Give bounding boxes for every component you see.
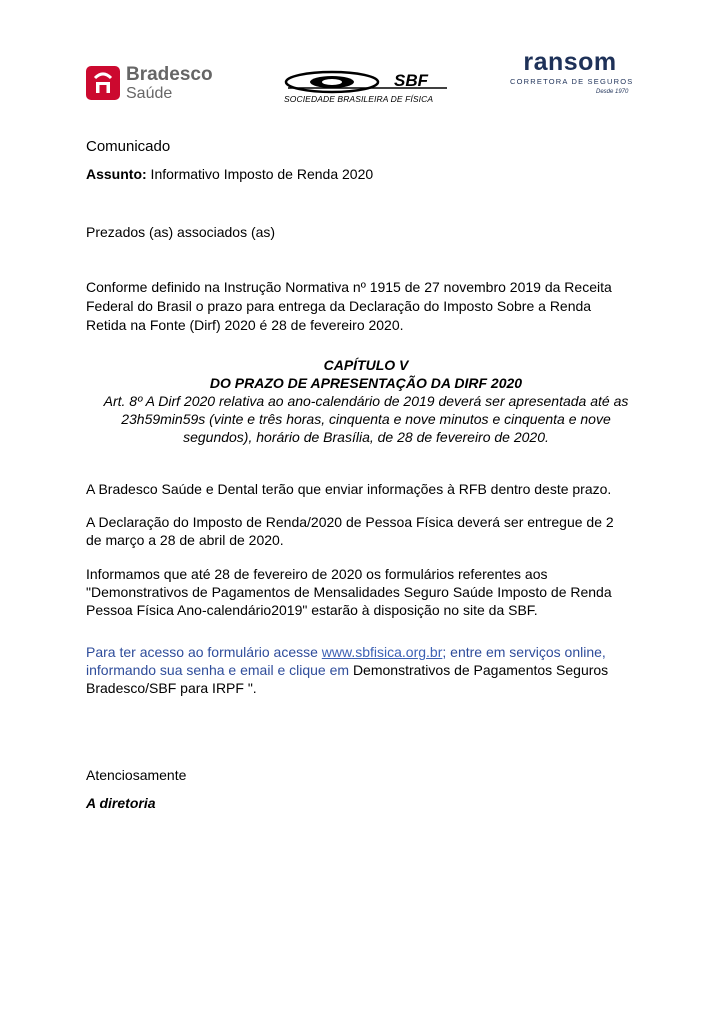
para5-after-link: ; entre em serviços online, (442, 644, 606, 660)
doc-title: Comunicado (86, 138, 171, 155)
para5-line-1 (86, 643, 606, 662)
para5-intro: Para ter acesso ao formulário acesse (86, 644, 322, 660)
sbf-logo (282, 70, 452, 106)
para5-line-2 (86, 661, 608, 680)
para1-line-1: Conforme definido na Instrução Normativa nº 1915 de 27 novembro 2019 da Receita (86, 279, 612, 295)
para4-line-1: Informamos que até 28 de fevereiro de 2020 os formulários referentes aos (86, 566, 548, 582)
para1-line-2: Federal do Brasil o prazo para entrega da Declaração do Imposto Sobre a Renda (86, 298, 592, 314)
greeting: Prezados (as) associados (as) (86, 224, 276, 240)
ransom-logo (510, 48, 634, 108)
sbf-mark-text: SBF (394, 71, 428, 90)
bradesco-sub: Saúde (126, 85, 173, 102)
sbf-site-link[interactable]: www.sbfisica.org.br (321, 644, 443, 660)
para5-instruction: informando sua senha e email e clique em (86, 662, 353, 678)
ransom-name: ransom (523, 48, 617, 76)
para1-line-3: Retida na Fonte (Dirf) 2020 é 28 de fevereiro 2020. (86, 317, 404, 333)
subject-label: Assunto: (86, 166, 147, 182)
bradesco-saude-logo (86, 64, 236, 106)
chapter-line-3: segundos), horário de Brasília, de 28 de fevereiro de 2020. (183, 429, 549, 445)
sbf-emblem-icon (282, 70, 452, 94)
subject-line (86, 165, 373, 184)
para4-line-3: Pessoa Física Ano-calendário2019" estarão à disposição no site da SBF. (86, 602, 538, 618)
bradesco-name: Bradesco (126, 64, 213, 85)
bradesco-tree-icon (86, 66, 120, 100)
sbf-sub: SOCIEDADE BRASILEIRA DE FÍSICA (284, 94, 434, 104)
para5-menu-path: Demonstrativos de Pagamentos Seguros (352, 662, 609, 678)
ransom-since: Desde 1970 (596, 89, 629, 95)
logo-header (0, 44, 724, 110)
chapter-line-1: Art. 8º A Dirf 2020 relativa ao ano-calendário de 2019 deverá ser apresentada até as (103, 393, 629, 409)
signature: A diretoria (86, 795, 156, 811)
chapter-subtitle: DO PRAZO DE APRESENTAÇÃO DA DIRF 2020 (209, 375, 523, 391)
para5-line-3: Bradesco/SBF para IRPF ". (86, 680, 257, 696)
subject-text: Informativo Imposto de Renda 2020 (146, 166, 374, 182)
para3-line-1: A Declaração do Imposto de Renda/2020 de Pessoa Física deverá ser entregue de 2 (86, 514, 614, 530)
chapter-title: CAPÍTULO V (323, 357, 409, 373)
para4-line-2: "Demonstrativos de Pagamentos de Mensalidades Seguro Saúde Imposto de Renda (86, 584, 612, 600)
closing: Atenciosamente (86, 767, 187, 783)
ransom-sub: CORRETORA DE SEGUROS (510, 77, 634, 86)
chapter-line-2: 23h59min59s (vinte e três horas, cinquenta e nove minutos e cinquenta e nove (121, 411, 611, 427)
para3-line-2: de março a 28 de abril de 2020. (86, 532, 284, 548)
para2: A Bradesco Saúde e Dental terão que enviar informações à RFB dentro deste prazo. (86, 481, 612, 497)
